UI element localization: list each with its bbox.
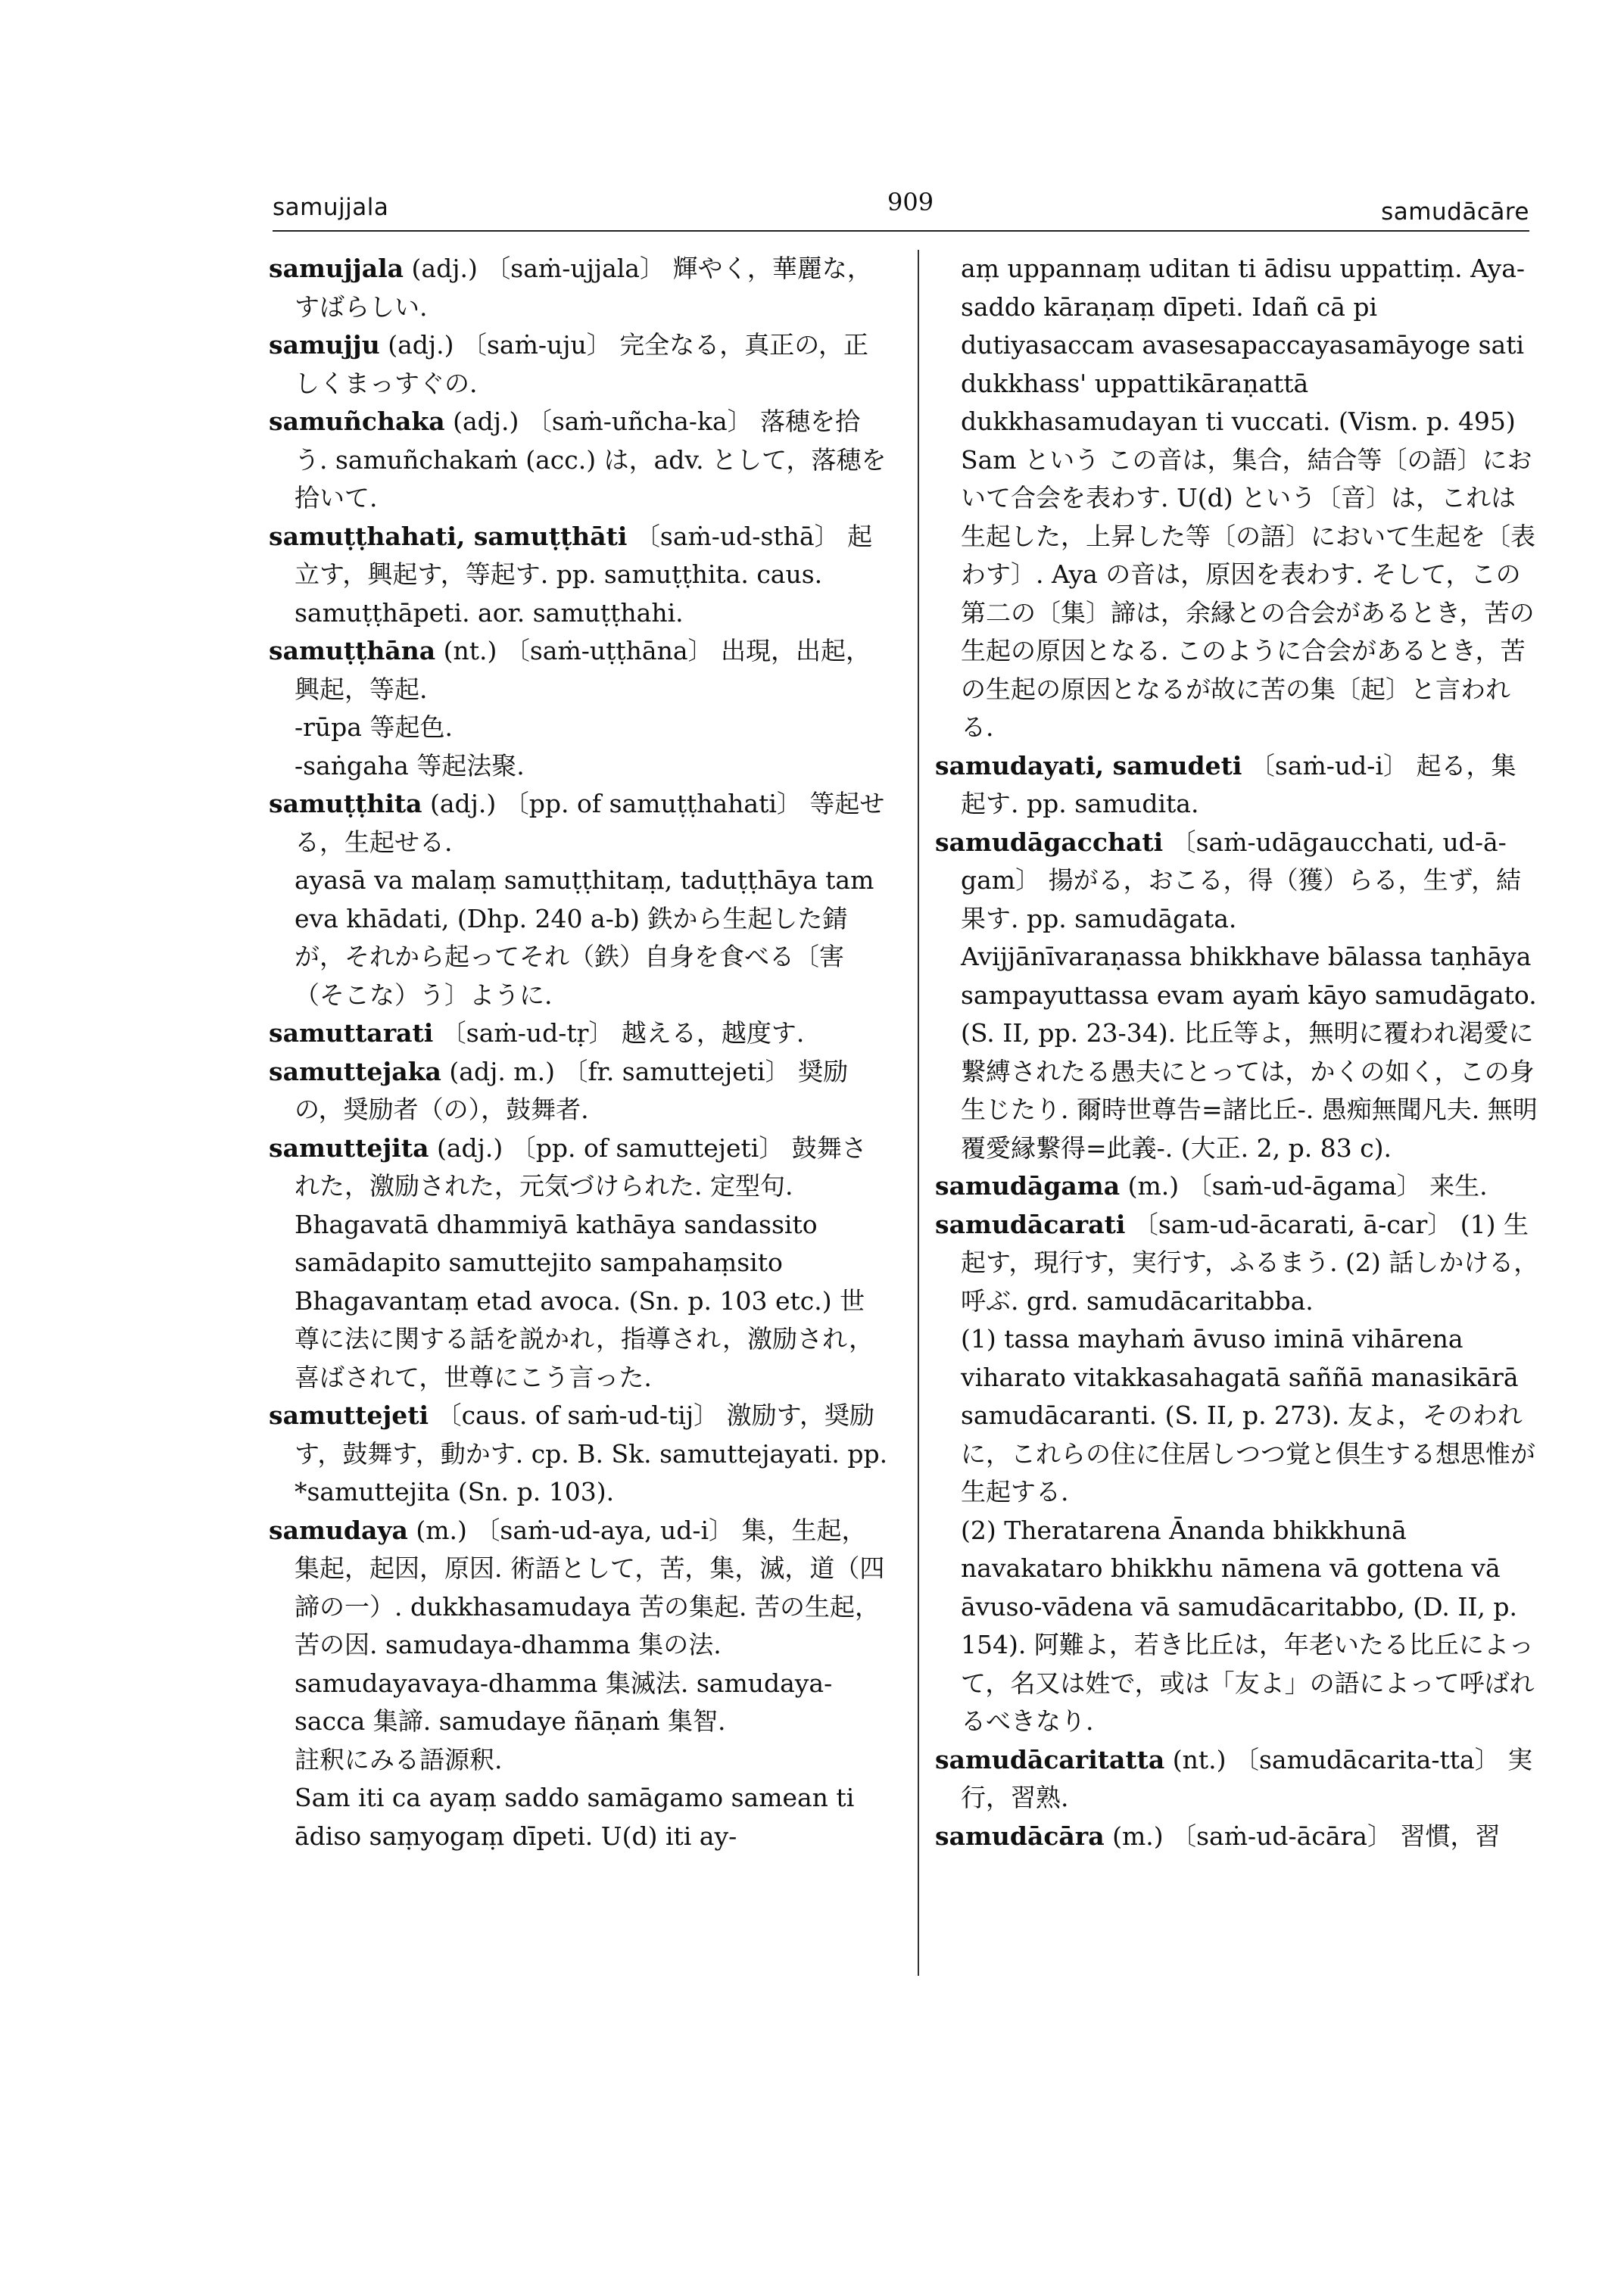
entry-body: 〔saṁ-ud-i〕 起る，集起す. pp. samudita. <box>961 750 1516 818</box>
entry-body: (adj.) 〔pp. of samuttejeti〕 鼓舞された，激励された，元気づけられた. 定型句. Bhagavatā dhammiyā kathāya sandassito samādapito samuttejito sampahaṃsito Bhagavantaṃ etad avoca. (Sn. p. 103 etc.) 世尊に法に関する話を説かれ，指導され，激励され，喜ばされて，世尊にこう言った. <box>295 1132 874 1392</box>
entry-body: (m.) 〔saṁ-ud-aya, ud-i〕 集，生起，集起，起因，原因. 術語として，苦，集，滅，道（四諦の一）. dukkhasamudaya 苦の集起. 苦の生起，苦の因. samudaya-dhamma 集の法. samudayavaya-dhamma 集滅法. samudaya-sacca 集諦. samudaye ñāṇaṁ 集智. <box>295 1515 885 1736</box>
dictionary-entry <box>269 326 890 403</box>
sub-entry: -rūpa 等起色. <box>295 712 453 742</box>
headword: samuṭṭhita <box>269 789 422 818</box>
running-head-right: samudācāre <box>1381 198 1529 226</box>
dictionary-entry <box>269 1014 890 1053</box>
column-divider <box>918 250 919 1976</box>
entry-body: 〔sam-ud-ācarati, ā-car〕 (1) 生起す，現行す，実行す，ふるまう. (2) 話しかける，呼ぶ. grd. samudācaritabba. <box>961 1209 1539 1316</box>
entry-body: 〔caus. of saṁ-ud-tij〕 激励す，奨励す，鼓舞す，動かす. cp. B. Sk. samuttejayati. pp. *samuttejita (Sn. p. 103). <box>295 1400 888 1506</box>
continued-text: aṃ uppannaṃ uditan ti ādisu uppattiṃ. Aya-saddo kāraṇaṃ dīpeti. Idañ cā pi dutiyasaccam avasesapaccayasamāyoge sati dukkhass' uppattikāraṇattā dukkhasamudayan ti vuccati. (Vism. p. 495) Sam という この音は，集合，結合等〔の語〕において合会を表わす. U(d) という〔音〕は，これは生起した，上昇した等〔の語〕において生起を〔表わす〕. Aya の音は，原因を表わす. そして，この第二の〔集〕諦は，余縁との合会があるとき，苦の生起の原因となる. このように合会があるとき，苦の生起の原因となるが故に苦の集〔起〕と言われる. <box>961 254 1535 742</box>
entry-body: (m.) 〔saṁ-ud-āgama〕 来生. <box>1120 1171 1488 1201</box>
dictionary-entry <box>269 1397 890 1512</box>
dictionary-entry <box>269 785 890 861</box>
dictionary-entry <box>935 1167 1541 1206</box>
headword: samudācāra <box>935 1821 1105 1851</box>
entry-body: 〔saṁ-udāgaucchati, ud-ā-gam〕 揚がる，おこる，得（獲）らる，生ず，結果す. pp. samudāgata. <box>961 827 1521 933</box>
example-sentence: (1) tassa mayhaṁ āvuso iminā vihārena viharato vitakkasahagatā saññā manasikārā samudācaranti. (S. II, p. 273). 友よ，そのわれに，これらの住に住居しつつ覚と倶生する想思惟が生起する. <box>961 1324 1535 1506</box>
sub-entry: 註釈にみる語源釈. <box>295 1744 503 1774</box>
headword: samudāgama <box>935 1171 1121 1201</box>
dictionary-entry <box>269 403 890 518</box>
headword: samuṭṭhahati, samuṭṭhāti <box>269 521 628 551</box>
example-sentence: (2) Theratarena Ānanda bhikkhunā navakataro bhikkhu nāmena vā gottena vā āvuso-vādena vā samudācaritabbo, (D. II, p. 154). 阿難よ，若き比丘は，年老いたる比丘によって，名又は姓で，或は「友よ」の語によって呼ばれるべきなり. <box>961 1515 1535 1736</box>
left-column <box>269 250 890 2044</box>
dictionary-entry <box>935 1206 1541 1321</box>
headword: samudācarati <box>935 1209 1126 1239</box>
entry-body: (adj. m.) 〔fr. samuttejeti〕 奨励の，奨励者（の），鼓舞者. <box>295 1056 849 1124</box>
headword: samuttejita <box>269 1132 429 1163</box>
example-sentence: Avijjānīvaraṇassa bhikkhave bālassa taṇhāya sampayuttassa evam ayaṁ kāyo samudāgato. (S. II, pp. 23-34). 比丘等よ，無明に覆われ渇愛に繋縛されたる愚夫にとっては，かくの如く，この身生じたり. 爾時世尊告=諸比丘-. 愚痴無聞凡夫. 無明覆愛縁繋得=此義-. (大正. 2, p. 83 c). <box>961 942 1538 1163</box>
right-column <box>935 250 1541 2044</box>
example-sentence: ayasā va malaṃ samuṭṭhitaṃ, taduṭṭhāya tam eva khādati, (Dhp. 240 a-b) 鉄から生起した錆が，それから起ってそれ（鉄）自身を食べる〔害（そこな）う〕ように. <box>295 865 874 1010</box>
entry-body: (m.) 〔saṁ-ud-ācāra〕 習慣，習 <box>1104 1821 1501 1851</box>
dictionary-entry <box>269 1512 890 1741</box>
page-number: 909 <box>887 188 934 217</box>
page-header <box>273 188 1529 233</box>
dictionary-entry <box>269 250 890 326</box>
dictionary-entry <box>935 747 1541 824</box>
dictionary-entry <box>269 1053 890 1129</box>
entry-body: 〔saṁ-ud-tṛ〕 越える，越度す. <box>433 1018 805 1048</box>
running-head-left: samujjala <box>273 194 389 221</box>
entry-body: (adj.) 〔pp. of samuṭṭhahati〕 等起せる，生起せる. <box>295 789 885 857</box>
dictionary-entry <box>935 1741 1541 1818</box>
headword: samuṭṭhāna <box>269 636 436 665</box>
headword: samudāgacchati <box>935 827 1164 857</box>
dictionary-entry <box>269 632 890 709</box>
headword: samudācaritatta <box>935 1744 1165 1774</box>
entry-body: (adj.) 〔saṁ-uju〕 完全なる，真正の，正しくまっすぐの. <box>295 330 868 398</box>
headword: samuttarati <box>269 1018 434 1048</box>
dictionary-entry <box>269 518 890 633</box>
headword: samujjala <box>269 254 404 283</box>
headword: samuñchaka <box>269 407 445 436</box>
headword: samujju <box>269 330 380 360</box>
dictionary-entry <box>935 1818 1541 1856</box>
dictionary-entry <box>269 1129 890 1397</box>
entry-body: (nt.) 〔saṁ-uṭṭhāna〕 出現，出起，興起，等起. <box>295 636 871 704</box>
example-sentence: Sam iti ca ayaṃ saddo samāgamo samean ti ādiso saṃyogaṃ dīpeti. U(d) iti ay- <box>295 1783 855 1851</box>
dictionary-entry <box>935 824 1541 939</box>
header-rule <box>273 230 1529 232</box>
headword: samudayati, samudeti <box>935 750 1242 780</box>
entry-body: 〔saṁ-ud-sthā〕 起立す，興起す，等起す. pp. samuṭṭhita. caus. samuṭṭhāpeti. aor. samuṭṭhahi. <box>295 521 873 628</box>
entry-body: (adj.) 〔saṁ-ujjala〕 輝やく，華麗な，すばらしい. <box>295 254 872 322</box>
entry-body: (nt.) 〔samudācarita-tta〕 実行，習熟. <box>961 1744 1533 1812</box>
headword: samuttejaka <box>269 1056 441 1086</box>
headword: samuttejeti <box>269 1400 429 1430</box>
sub-entry: -saṅgaha 等起法聚. <box>295 750 525 780</box>
entry-body: (adj.) 〔saṁ-uñcha-ka〕 落穂を拾う. samuñchakaṁ (acc.) は，adv. として，落穂を拾いて. <box>295 407 887 512</box>
headword: samudaya <box>269 1515 408 1545</box>
